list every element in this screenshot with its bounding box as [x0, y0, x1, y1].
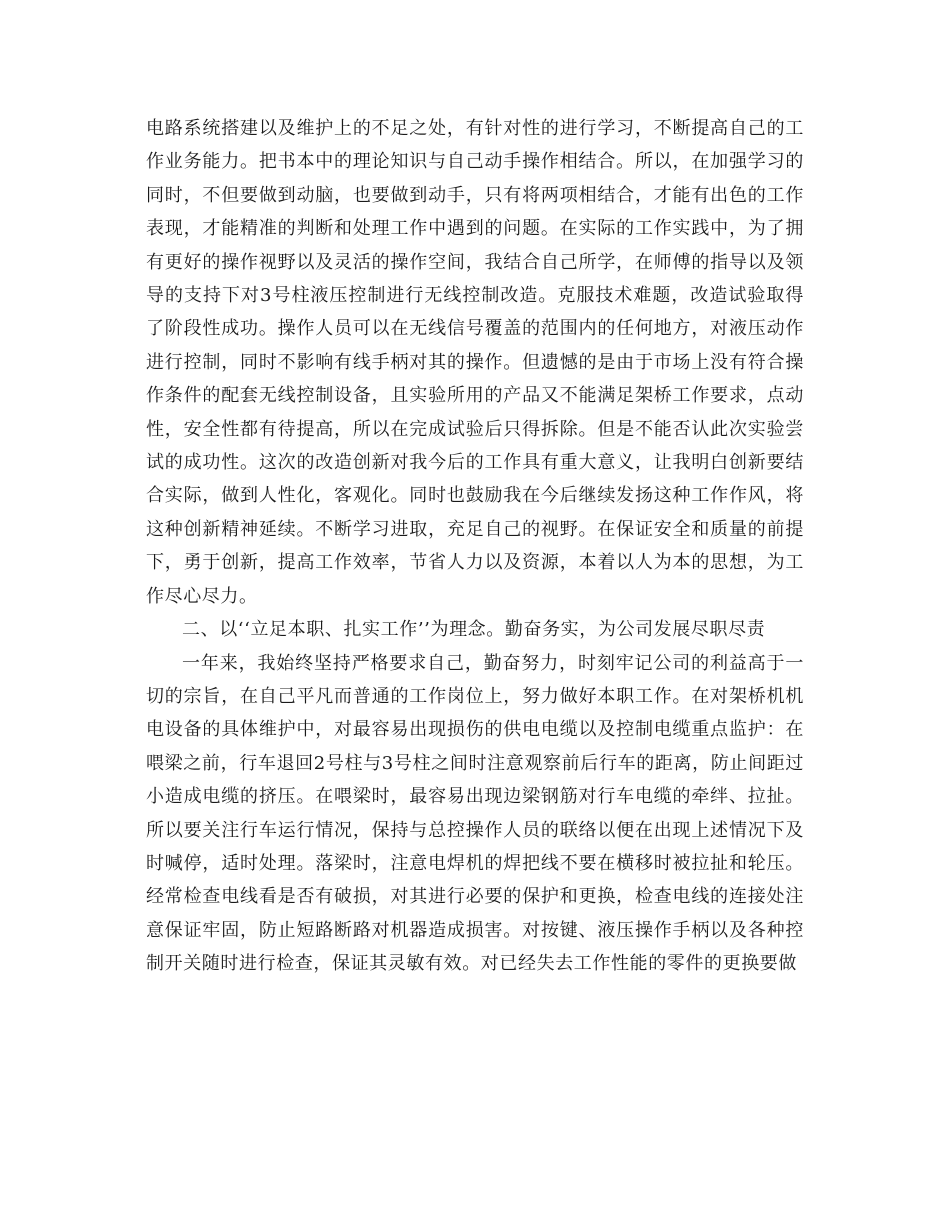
document-body	[146, 112, 804, 981]
section-heading-2: 二、以‘‘立足本职、扎实工作’’为理念。勤奋务实，为公司发展尽职尽责	[182, 619, 766, 641]
paragraph-maintenance: 一年来，我始终坚持严格要求自己，勤奋努力，时刻牢记公司的利益高于一切的宗旨，在自己平凡而普通的工作岗位上，努力做好本职工作。在对架桥机机电设备的具体维护中，对最容易出现损伤的供电电缆以及控制电缆重点监护：在喂梁之前，行车退回2号柱与3号柱之间时注意观察前后行车的距离，防止间距过小造成电缆的挤压。在喂梁时，最容易出现边梁钢筋对行车电缆的牵绊、拉扯。所以要关注行车运行情况，保持与总控操作人员的联络以便在出现上述情况下及时喊停，适时处理。落梁时，注意电焊机的焊把线不要在横移时被拉扯和轮压。经常检查电线看是否有破损，对其进行必要的保护和更换，检查电线的连接处注意保证牢固，防止短路断路对机器造成损害。对按键、液压操作手柄以及各种控制开关随时进行检查，保证其灵敏有效。对已经失去工作性能的零件的更换要做	[146, 652, 804, 975]
paragraph-innovation: 电路系统搭建以及维护上的不足之处，有针对性的进行学习，不断提高自己的工作业务能力。把书本中的理论知识与自己动手操作相结合。所以，在加强学习的同时，不但要做到动脑，也要做到动手，只有将两项相结合，才能有出色的工作表现，才能精准的判断和处理工作中遇到的问题。在实际的工作实践中，为了拥有更好的操作视野以及灵活的操作空间，我结合自己所学，在师傅的指导以及领导的支持下对3号柱液压控制进行无线控制改造。克服技术难题，改造试验取得了阶段性成功。操作人员可以在无线信号覆盖的范围内的任何地方，对液压动作进行控制，同时不影响有线手柄对其的操作。但遗憾的是由于市场上没有符合操作条件的配套无线控制设备，且实验所用的产品又不能满足架桥工作要求，点动性，安全性都有待提高，所以在完成试验后只得拆除。但是不能否认此次实验尝试的成功性。这次的改造创新对我今后的工作具有重大意义，让我明白创新要结合实际，做到人性化，客观化。同时也鼓励我在今后继续发扬这种工作作风，将这种创新精神延续。不断学习进取，充足自己的视野。在保证安全和质量的前提下，勇于创新，提高工作效率，节省人力以及资源，本着以人为本的思想，为工作尽心尽力。	[146, 118, 804, 607]
